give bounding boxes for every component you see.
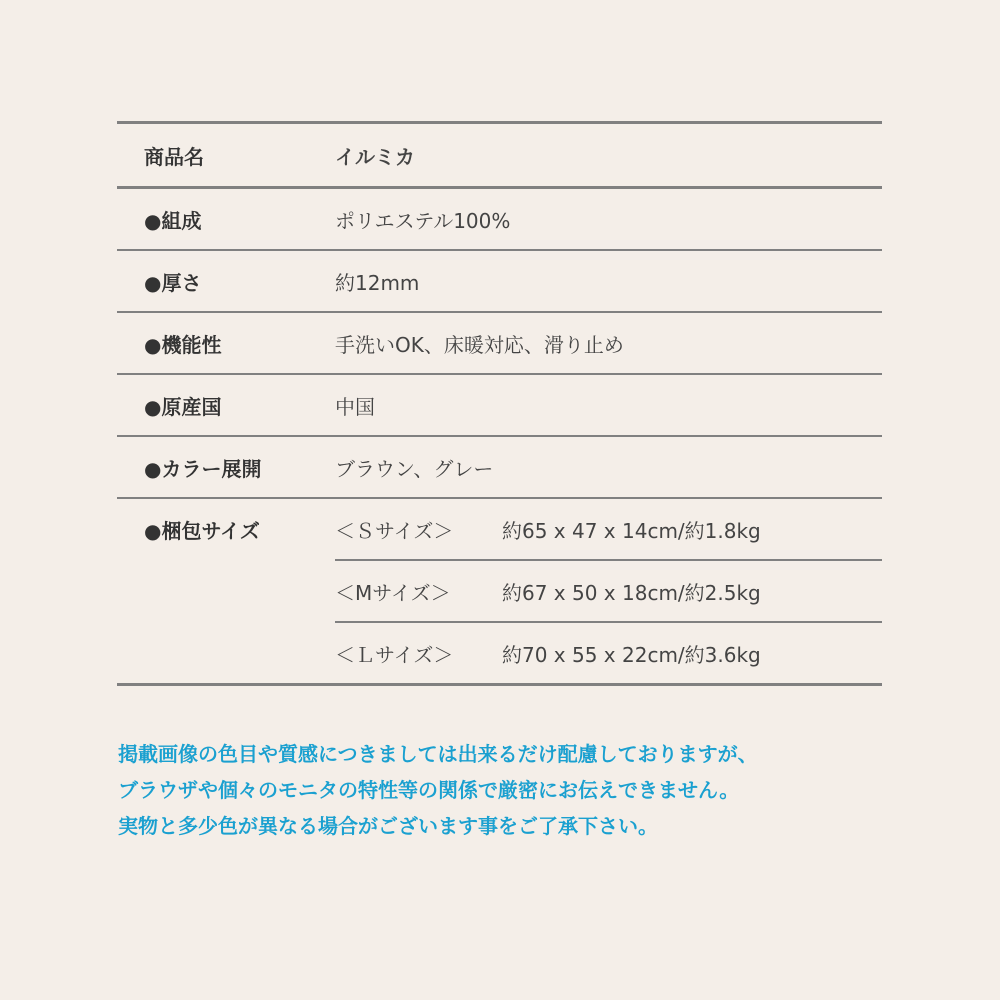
- size-list: [335, 499, 882, 683]
- color-disclaimer: [118, 736, 938, 844]
- spec-row-origin: [117, 373, 882, 435]
- disclaimer-line: 実物と多少色が異なる場合がございます事をご了承下さい。: [118, 814, 658, 838]
- size-name: ＜Ｌサイズ＞: [335, 642, 454, 667]
- spec-value: 手洗いOK、床暖対応、滑り止め: [335, 332, 624, 357]
- spec-label: ●機能性: [144, 332, 222, 357]
- spec-row-package-size: [117, 497, 882, 683]
- spec-value: 中国: [335, 394, 375, 419]
- spec-row-colors: [117, 435, 882, 497]
- size-item-l: [335, 621, 882, 683]
- spec-value: イルミカ: [335, 144, 415, 169]
- spec-table: [117, 121, 882, 686]
- spec-row-composition: [117, 187, 882, 249]
- size-item-m: [335, 559, 882, 621]
- spec-label: ●厚さ: [144, 270, 202, 295]
- disclaimer-line: 掲載画像の色目や質感につきましては出来るだけ配慮しておりますが、: [118, 742, 758, 766]
- size-item-s: [335, 499, 882, 559]
- spec-row-product-name: [117, 124, 882, 187]
- spec-label: ●カラー展開: [144, 456, 262, 481]
- size-value: 約65 x 47 x 14cm/約1.8kg: [502, 518, 761, 543]
- spec-value: 約12mm: [335, 270, 420, 295]
- spec-label: ●梱包サイズ: [144, 519, 260, 543]
- spec-label: ●原産国: [144, 394, 222, 419]
- size-value: 約70 x 55 x 22cm/約3.6kg: [502, 642, 761, 667]
- spec-row-function: [117, 311, 882, 373]
- spec-value: ブラウン、グレー: [335, 456, 494, 481]
- spec-label: 商品名: [144, 144, 204, 169]
- spec-value: ポリエステル100%: [335, 208, 511, 233]
- size-name: ＜Ｓサイズ＞: [335, 518, 454, 543]
- spec-row-thickness: [117, 249, 882, 311]
- size-value: 約67 x 50 x 18cm/約2.5kg: [502, 580, 761, 605]
- size-name: ＜Mサイズ＞: [335, 580, 451, 605]
- spec-label: ●組成: [144, 208, 202, 233]
- disclaimer-line: ブラウザや個々のモニタの特性等の関係で厳密にお伝えできません。: [118, 778, 740, 802]
